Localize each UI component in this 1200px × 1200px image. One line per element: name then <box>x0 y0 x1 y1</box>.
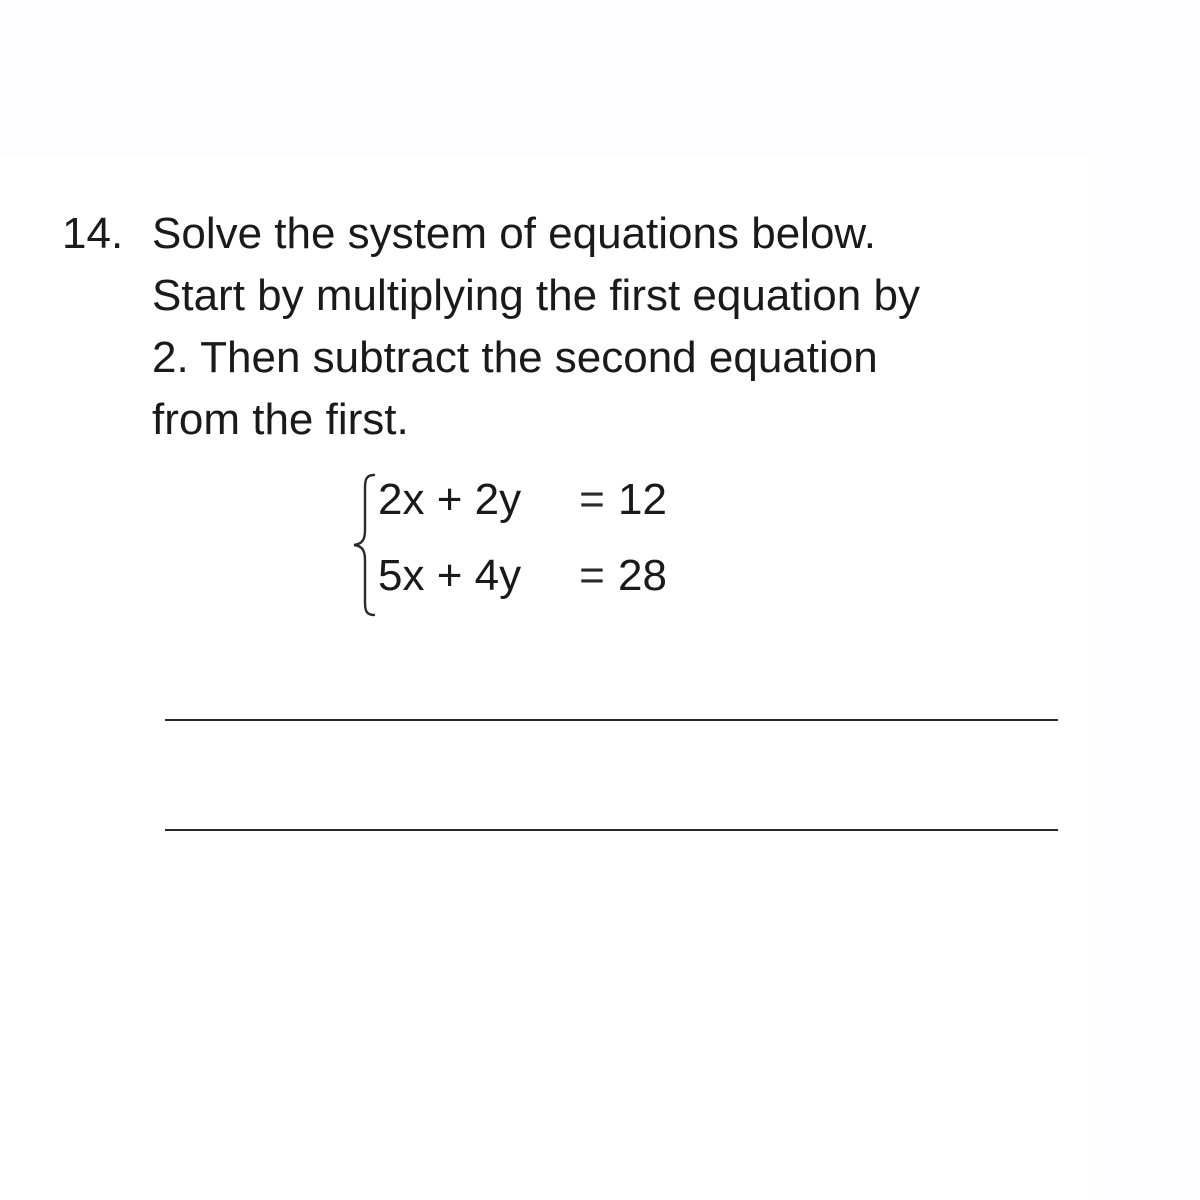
equation-lhs: 5x + 4y <box>378 551 522 600</box>
equation-rhs: 28 <box>618 551 667 600</box>
instruction-line: 2. Then subtract the second equation <box>152 333 878 382</box>
equation-rhs: 12 <box>618 475 667 524</box>
equation-lhs: 2x + 2y <box>378 475 522 524</box>
equation-system <box>348 470 748 620</box>
instruction-line: Solve the system of equations below. <box>152 209 876 258</box>
problem-number: 14. <box>62 209 124 258</box>
instruction-line: Start by multiplying the first equation by <box>152 271 920 320</box>
problem-instructions <box>152 203 1052 451</box>
curly-brace-icon <box>348 472 378 618</box>
equals-sign: = <box>579 475 605 524</box>
equals-sign: = <box>579 551 605 600</box>
answer-line[interactable] <box>165 829 1058 831</box>
equation-row <box>378 546 667 606</box>
equation-row <box>378 470 667 530</box>
instruction-line: from the first. <box>152 395 409 444</box>
answer-line[interactable] <box>165 719 1058 721</box>
